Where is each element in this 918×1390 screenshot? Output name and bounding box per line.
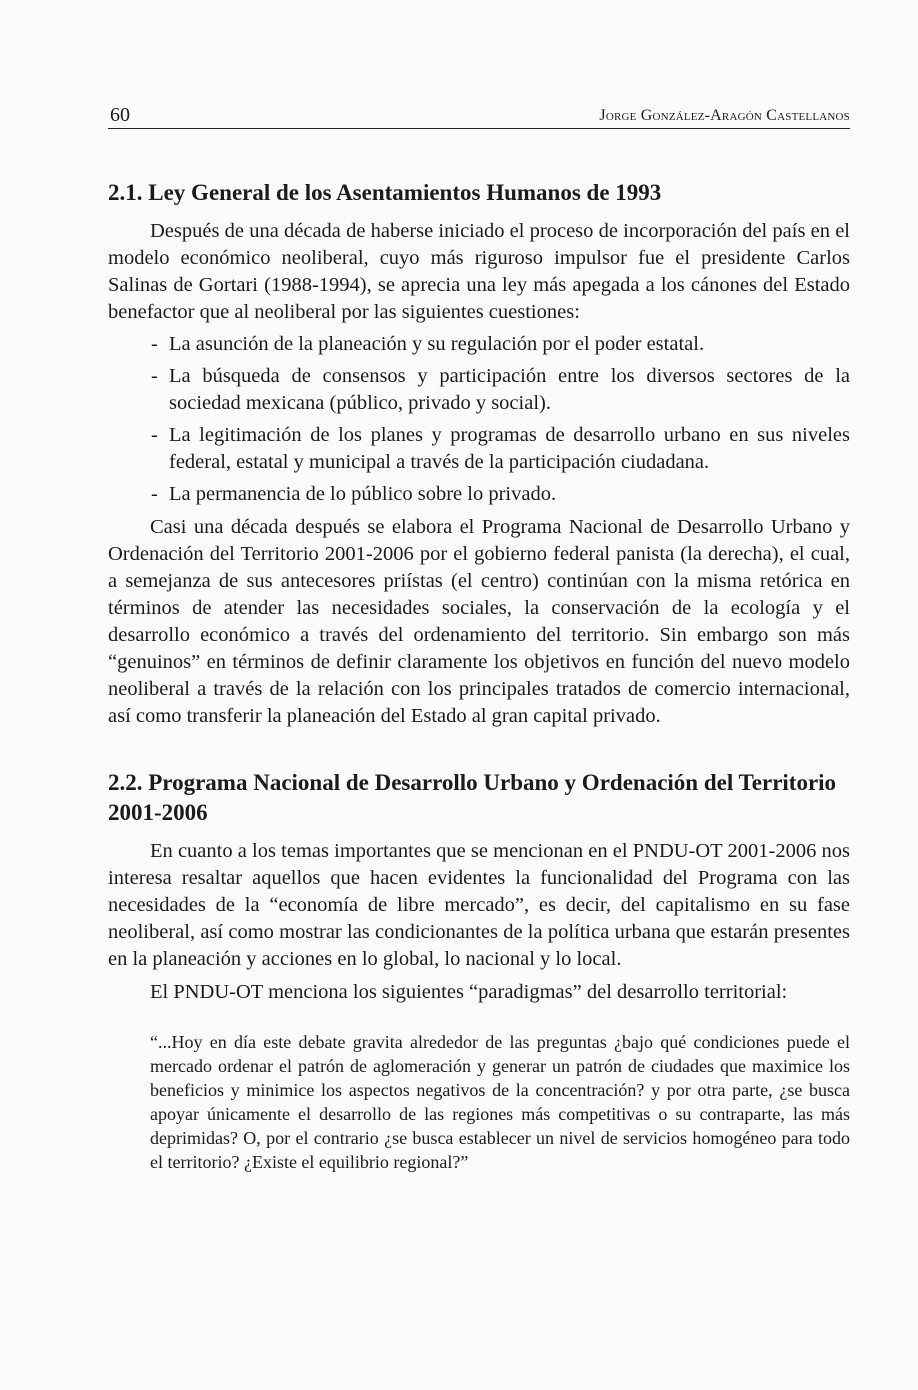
list-item: - La asunción de la planeación y su regulación por el poder estatal. — [151, 333, 705, 355]
running-head: Jorge González-Aragón Castellanos — [599, 107, 850, 124]
section-2-2-paragraph-1: En cuanto a los temas importantes que se mencionan en el PNDU-OT 2001-2006 nos interesa resaltar aquellos que hacen evidentes la funcionalidad del Programa con las necesidades de la “economía de libre mercado”, es decir, del capitalismo en su fase neoliberal, así como mostrar las condicionantes de la política urbana que estarán presentes en la planeación y acciones en lo global, lo nacional y lo local. — [108, 840, 850, 970]
section-2-1-closing-paragraph: Casi una década después se elabora el Programa Nacional de Desarrollo Urbano y Ordenación del Territorio 2001-2006 por el gobierno federal panista (la derecha), el cual, a semejanza de sus antecesores priístas (el centro) continúan con la misma retórica en términos de atender las necesidades sociales, la conservación de la ecología y el desarrollo económico a través del ordenamiento del territorio. Sin embargo son más “genuinos” en términos de definir claramente los objetivos en función del nuevo modelo neoliberal a través de la relación con los principales tratados de comercio internacional, así como transferir la planeación del Estado al gran capital privado. — [108, 516, 850, 727]
list-item-text: La asunción de la planeación y su regulación por el poder estatal. — [169, 333, 705, 355]
page-body — [108, 178, 850, 1174]
section-heading-2-2: 2.2. Programa Nacional de Desarrollo Urbano y Ordenación del Territorio 2001-2006 — [108, 770, 837, 825]
section-heading-2-1: 2.1. Ley General de los Asentamientos Humanos de 1993 — [108, 180, 662, 205]
list-item-text: La permanencia de lo público sobre lo privado. — [169, 483, 557, 505]
page-header — [108, 104, 850, 129]
list-item-text: La legitimación de los planes y programas de desarrollo urbano en sus niveles federal, estatal y municipal a través de la participación ciudadana. — [169, 424, 850, 473]
page-number: 60 — [110, 104, 130, 126]
list-item-text: La búsqueda de consensos y participación entre los diversos sectores de la sociedad mexicana (público, privado y social). — [169, 365, 850, 414]
block-quote: “...Hoy en día este debate gravita alrededor de las preguntas ¿bajo qué condiciones puede el mercado ordenar el patrón de aglomeración y generar un patrón de ciudades que maximice los beneficios y minimice los aspectos negativos de la concentración? y por otra parte, ¿se busca apoyar únicamente el desarrollo de las regiones más competitivas o su contraparte, las más deprimidas? O, por el contrario ¿se busca establecer un nivel de servicios homogéneo para todo el territorio? ¿Existe el equilibrio regional?” — [150, 1032, 850, 1172]
list-item: - La permanencia de lo público sobre lo privado. — [151, 483, 557, 505]
section-2-2-paragraph-2: El PNDU-OT menciona los siguientes “paradigmas” del desarrollo territorial: — [150, 981, 788, 1003]
section-2-1-list — [108, 331, 850, 508]
list-item: - La legitimación de los planes y programas de desarrollo urbano en sus niveles federal, estatal y municipal a través de la participación ciudadana. — [151, 424, 850, 473]
list-item: - La búsqueda de consensos y participación entre los diversos sectores de la sociedad mexicana (público, privado y social). — [151, 365, 850, 414]
section-2-1-intro-paragraph: Después de una década de haberse iniciado el proceso de incorporación del país en el modelo económico neoliberal, cuyo más riguroso impulsor fue el presidente Carlos Salinas de Gortari (1988-1994), se aprecia una ley más apegada a los cánones del Estado benefactor que al neoliberal por las siguientes cuestiones: — [108, 220, 850, 323]
